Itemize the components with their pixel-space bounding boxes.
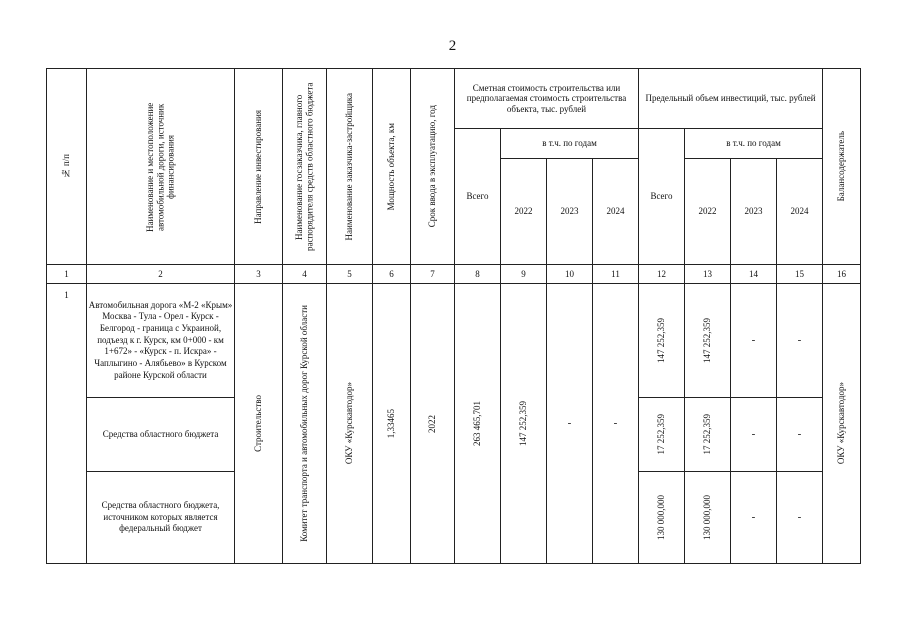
header-invest-by-years: в т.ч. по годам [685,129,823,159]
header-invest-year-2022: 2022 [685,159,731,265]
column-number: 10 [547,265,593,284]
header-col-4: Наименование госзаказчика, главного распорядителя средств областного бюджета [283,69,327,265]
header-invest-year-2023: 2023 [731,159,777,265]
header-col-5: Наименование заказчика-застройщика [327,69,373,265]
state-customer: Комитет транспорта и автомобильных дорог Курской области [283,284,327,564]
column-number: 12 [639,265,685,284]
header-estimate-year-2023: 2023 [547,159,593,265]
row-number: 1 [47,284,87,564]
investment-table [46,68,861,564]
invest-total-regional: 17 252,359 [639,398,685,472]
balance-holder: ОКУ «Курскавтодор» [823,284,861,564]
invest-2024-regional: - [777,398,823,472]
column-number: 13 [685,265,731,284]
commission-year: 2022 [411,284,455,564]
estimate-2023: - [547,284,593,564]
header-estimate-year-2022: 2022 [501,159,547,265]
object-name: Автомобильная дорога «М-2 «Крым» Москва - Тула - Орел - Курск - Белгород - граница с Украиной, подъезд к г. Курск, км 0+000 - км 1+672» - «Курск - п. Искра» - Чаплыгино - Алябьево» в Курском районе Курской области [87,284,235,398]
column-number: 9 [501,265,547,284]
column-number: 6 [373,265,411,284]
column-number: 16 [823,265,861,284]
column-number: 11 [593,265,639,284]
header-col-3: Направление инвестирования [235,69,283,265]
column-number: 4 [283,265,327,284]
investment-direction: Строительство [235,284,283,564]
source-regional: Средства областного бюджета [87,398,235,472]
column-number: 3 [235,265,283,284]
data-row-object [47,284,861,398]
estimate-2024: - [593,284,639,564]
column-number: 8 [455,265,501,284]
column-numbers-row [47,265,861,284]
column-number: 1 [47,265,87,284]
estimate-2022: 147 252,359 [501,284,547,564]
header-col-16: Балансодержатель [823,69,861,265]
invest-2022-all: 147 252,359 [685,284,731,398]
header-estimate-group: Сметная стоимость строительства или предполагаемая стоимость строительства объекта, тыс. рублей [455,69,639,129]
column-number: 2 [87,265,235,284]
column-number: 15 [777,265,823,284]
header-col-1: № п/п [47,69,87,265]
capacity-km: 1,33465 [373,284,411,564]
source-federal: Средства областного бюджета, источником которых является федеральный бюджет [87,472,235,564]
invest-2024-all: - [777,284,823,398]
invest-2023-regional: - [731,398,777,472]
column-number: 7 [411,265,455,284]
header-invest-group: Предельный объем инвестиций, тыс. рублей [639,69,823,129]
header-estimate-total: Всего [455,129,501,265]
invest-2023-all: - [731,284,777,398]
header-col-6: Мощность объекта, км [373,69,411,265]
header-estimate-year-2024: 2024 [593,159,639,265]
page-number: 2 [448,38,457,54]
invest-total-all: 147 252,359 [639,284,685,398]
invest-2024-federal: - [777,472,823,564]
invest-total-federal: 130 000,000 [639,472,685,564]
invest-2023-federal: - [731,472,777,564]
column-number: 5 [327,265,373,284]
invest-2022-federal: 130 000,000 [685,472,731,564]
column-number: 14 [731,265,777,284]
developer: ОКУ «Курскавтодор» [327,284,373,564]
header-row-1 [47,69,861,129]
header-invest-year-2024: 2024 [777,159,823,265]
header-col-7: Срок ввода в эксплуатацию, год [411,69,455,265]
header-invest-total: Всего [639,129,685,265]
header-col-2: Наименование и местоположение автомобильной дороги, источник финансирования [87,69,235,265]
estimate-total: 263 465,701 [455,284,501,564]
header-estimate-by-years: в т.ч. по годам [501,129,639,159]
invest-2022-regional: 17 252,359 [685,398,731,472]
